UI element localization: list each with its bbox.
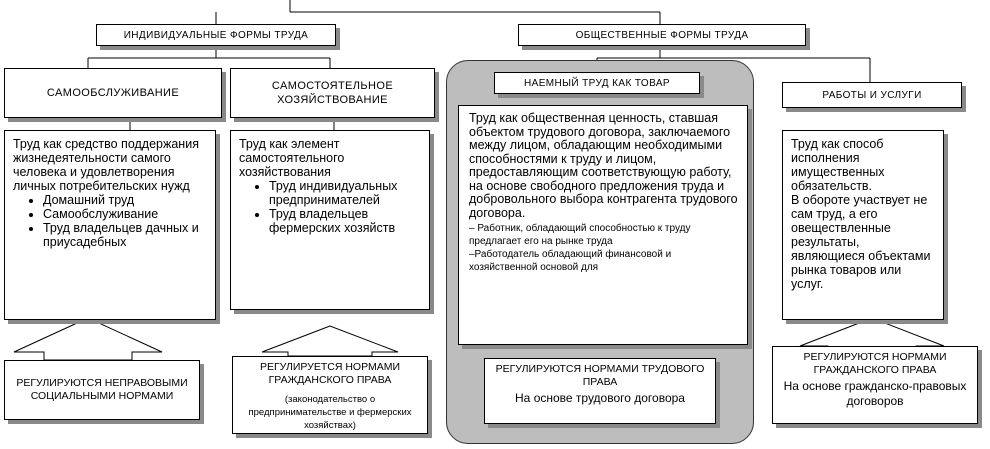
individual-forms-header (96, 24, 336, 46)
hired-labour-regulation (484, 358, 716, 424)
hired-labour-regulation-text: РЕГУЛИРУЮТСЯ НОРМАМИ ТРУДОВОГО ПРАВА (495, 363, 705, 388)
self-service-regulation-text: РЕГУЛИРУЮТСЯ НЕПРАВОВЫМИ СОЦИАЛЬНЫМИ НОРМАМИ (16, 377, 188, 402)
services-regulation-note: На основе гражданско-правовых договоров (783, 379, 967, 408)
services-body (782, 130, 944, 320)
self-service-regulation (4, 360, 200, 420)
self-service-item: • Домашний труд (43, 193, 207, 207)
independent-body (230, 130, 430, 310)
independent-item: • Труд индивидуальных предпринимателей (269, 179, 421, 207)
independent-title: САМОСТОЯТЕЛЬНОЕ ХОЗЯЙСТВОВАНИЕ (271, 80, 394, 106)
services-text: Труд как способ исполнения имущественных обязательств. (791, 137, 885, 193)
independent-text: Труд как элемент самостоятельного хозяйствования (239, 137, 345, 179)
hired-labour-title: НАЕМНЫЙ ТРУД КАК ТОВАР (524, 77, 670, 89)
arrow-up-1 (14, 318, 162, 360)
self-service-text: Труд как средство поддержания жизнедеятельности самого человека и удовлетворения личных потребительских нужд (13, 137, 199, 193)
self-service-item: • Труд владельцев дачных и приусадебных (43, 221, 207, 249)
hired-labour-note-1: – Работник, обладающий способностью к труду предлагает его на рынке труда (469, 223, 691, 247)
individual-forms-title: ИНДИВИДУАЛЬНЫЕ ФОРМЫ ТРУДА (123, 29, 309, 41)
hired-labour-note-2: –Работодатель обладающий финансовой и хозяйственной основой для (469, 249, 672, 273)
self-service-item: • Самообслуживание (43, 207, 207, 221)
social-forms-header (518, 24, 806, 46)
arrow-up-2 (262, 326, 398, 356)
self-service-body (4, 130, 216, 320)
hired-labour-body (458, 105, 748, 345)
independent-header (230, 68, 435, 118)
independent-item: • Труд владельцев фермерских хозяйств (269, 207, 421, 235)
independent-regulation-note: (законодательство о предпринимательстве и фермерских хозяйствах) (248, 394, 412, 431)
hired-labour-text: Труд как общественная ценность, ставшая объектом трудового договора, заключаемого между лицом, обладающим необходимыми способностями к труду и лицом, предоставляющим соответствующую работу, на основе свободного предложения труда и добровольного выбора контрагента трудового договора. (469, 111, 738, 220)
independent-regulation-text: РЕГУЛИРУЕТСЯ НОРМАМИ ГРАЖДАНСКОГО ПРАВА (259, 361, 401, 386)
hired-labour-regulation-note: На основе трудового договора (515, 391, 685, 405)
services-text-2: В обороте участвует не сам труд, а его овеществленные результаты, являющиеся объектами рынка товаров или услуг. (791, 193, 931, 291)
social-forms-title: ОБЩЕСТВЕННЫЕ ФОРМЫ ТРУДА (575, 29, 749, 41)
self-service-list (13, 193, 207, 249)
independent-regulation (232, 356, 428, 434)
services-regulation (772, 346, 978, 424)
services-regulation-text: РЕГУЛИРУЮТСЯ НОРМАМИ ГРАЖДАНСКОГО ПРАВА (803, 351, 947, 376)
self-service-header (4, 68, 222, 118)
services-header (782, 82, 962, 108)
hired-labour-header (494, 72, 700, 94)
independent-list (239, 179, 421, 235)
self-service-title: САМООБСЛУЖИВАНИЕ (46, 87, 180, 99)
services-title: РАБОТЫ И УСЛУГИ (822, 89, 922, 101)
